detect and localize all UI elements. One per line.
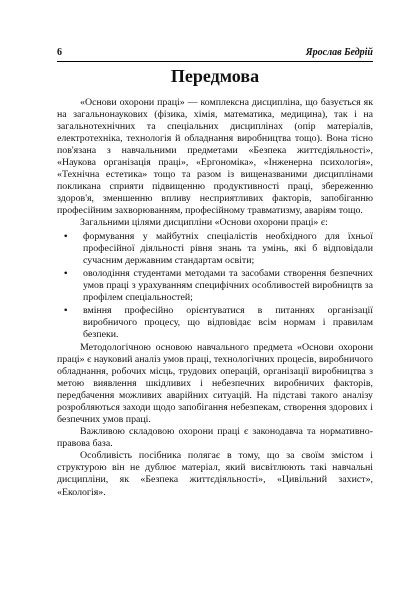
header-rule [57,61,373,62]
goals-list [57,231,373,341]
goals-list-item [57,305,373,341]
goals-list-item-text: формування у майбутніх спеціалістів необхідного для їхньої професійної діяльності рівня знань та умінь, які б відповідали сучасним державним стандартам освіти; [83,230,373,266]
bullet-icon: • [64,304,68,316]
paragraph-legal-base: Важливою складовою охорони праці є законодавча та нормативно-правова база. [57,426,373,450]
section-title: Передмова [170,66,260,86]
bullet-icon: • [64,230,68,242]
page-number: 6 [57,47,62,58]
paragraph-intro: «Основи охорони праці» — комплексна дисципліна, що базується як на загальнонаукових (фізика, хімія, математика, медицина), так і на загальнотехнічних та спеціальних дисциплінах (опір матеріалів, електротехніка, технологія й обладнання виробництва тощо). Вона тісно пов'язана з навчальними предметами «Безпека життєдіяльності», «Наукова організація праці», «Ергономіка», «Інженерна психологія», «Технічна естетика» тощо та разом із вищеназваними дисциплінами покликана сприяти підвищенню продуктивності праці, збереженню здоров'я, зменшенню впливу несприятливих факторів, запобіганню професійним захворюванням, професійному травматизму, аваріям тощо. [57,97,373,217]
goals-list-item [57,231,373,267]
body-text [57,97,373,499]
goals-list-item-text: оволодіння студентами методами та засобами створення безпечних умов праці з урахуванням специфічних особливостей виробництв за профілем спеціальностей; [83,267,373,303]
bullet-icon: • [64,267,68,279]
paragraph-feature: Особливість посібника полягає в тому, що за своїм змістом і структурою він не дублює матеріал, який висвітлюють такі навчальні дисципліни, як «Безпека життєдіяльності», «Цивільний захист», «Екологія». [57,450,373,498]
paragraph-goals-lead: Загальними цілями дисципліни «Основи охорони праці» є: [80,217,328,229]
goals-list-item-text: вміння професійно орієнтуватися в питаннях організації виробничого процесу, що відповідає всім нормам і правилам безпеки. [83,304,373,340]
goals-list-item [57,268,373,304]
running-header [57,47,373,58]
running-header-author: Ярослав Бедрій [305,47,373,58]
paragraph-methodology: Методологічною основою навчального предмета «Основи охорони праці» є науковий аналіз умов праці, технологічних процесів, виробничого обладнання, робочих місць, трудових операцій, організації виробництва з метою виявлення шкідливих і небезпечних виробничих факторів, передбачення можливих аварійних ситуацій. На підставі такого аналізу розробляються заходи щодо запобігання небезпекам, створення здорових і безпечних умов праці. [57,341,373,426]
